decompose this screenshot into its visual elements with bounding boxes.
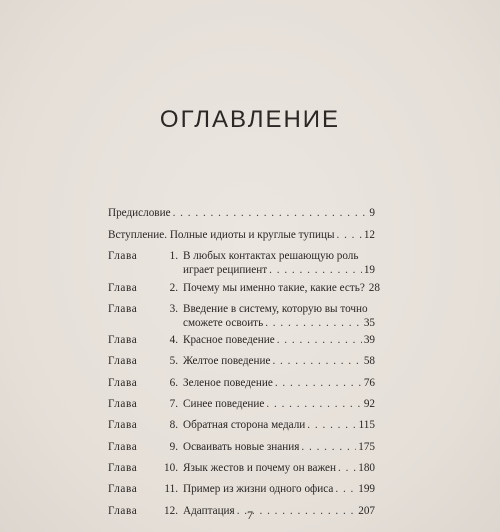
toc-leader-dots xyxy=(336,228,361,242)
toc-chapter-number: 12. xyxy=(164,505,178,517)
toc-chapter-number: 2. xyxy=(169,282,178,294)
toc-page-number: 92 xyxy=(363,398,375,410)
toc-chapter-number: 7. xyxy=(169,398,178,410)
toc-leader-dots xyxy=(335,482,356,496)
toc-chapter-number: 3. xyxy=(169,303,178,315)
toc-entry-title: Адаптация xyxy=(183,505,235,517)
toc-chapter-label: Глава xyxy=(108,250,138,262)
toc-entry xyxy=(108,249,375,277)
toc-page-number: 12 xyxy=(363,229,375,241)
toc-entry xyxy=(108,333,375,347)
toc-page-number: 207 xyxy=(358,505,375,517)
toc-entry-title: играет реципиент xyxy=(183,264,268,276)
toc-chapter-number: 4. xyxy=(169,334,178,346)
toc-leader-dots xyxy=(301,440,356,454)
toc-leader-dots xyxy=(338,461,356,475)
toc-entry-title: Желтое поведение xyxy=(183,355,271,367)
toc-entry-title: Предисловие xyxy=(108,207,171,219)
toc-page-number: 39 xyxy=(363,334,375,346)
toc-entry-title: Пример из жизни одного офиса xyxy=(183,483,334,495)
toc-chapter-label: Глава xyxy=(108,419,138,431)
toc-entry-title: Зеленое поведение xyxy=(183,377,273,389)
toc-leader-dots xyxy=(266,397,361,411)
toc-page-number: 19 xyxy=(363,264,375,276)
toc-entry-title: Введение в систему, которую вы точно xyxy=(183,303,368,315)
page-number: 7 xyxy=(247,508,253,522)
toc-page-number: 58 xyxy=(363,355,375,367)
toc-chapter-number: 10. xyxy=(164,462,178,474)
toc-page-number: 9 xyxy=(369,207,375,219)
toc-page-number: 35 xyxy=(363,317,375,329)
toc-leader-dots xyxy=(307,418,356,432)
toc-page-number: 76 xyxy=(363,377,375,389)
toc-chapter-label: Глава xyxy=(108,505,138,517)
toc-leader-dots xyxy=(269,263,362,277)
toc-chapter-label: Глава xyxy=(108,282,138,294)
toc-leader-dots xyxy=(272,354,361,368)
toc-chapter-number: 1. xyxy=(169,250,178,262)
toc-entry-title: Синее поведение xyxy=(183,398,265,410)
toc-page-number: 175 xyxy=(358,441,375,453)
toc-chapter-label: Глава xyxy=(108,355,138,367)
toc-leader-dots xyxy=(173,206,368,220)
toc-chapter-number: 11. xyxy=(164,483,178,495)
toc-entry-title: В любых контактах решающую роль xyxy=(183,250,359,262)
toc-chapter-label: Глава xyxy=(108,483,138,495)
toc-entry-title: сможете освоить xyxy=(183,317,264,329)
toc-chapter-number: 8. xyxy=(169,419,178,431)
toc-entry-title: Язык жестов и почему он важен xyxy=(183,462,336,474)
toc-page-number: 115 xyxy=(358,419,375,431)
toc-entry xyxy=(108,206,375,220)
toc-leader-dots xyxy=(265,316,362,330)
toc-entry xyxy=(108,397,375,411)
toc-leader-dots xyxy=(275,376,362,390)
toc-entry-title: Обратная сторона медали xyxy=(183,419,306,431)
toc-entry-title: Красное поведение xyxy=(183,334,275,346)
toc-chapter-number: 5. xyxy=(169,355,178,367)
toc-entry xyxy=(108,302,375,330)
toc-entry xyxy=(108,440,375,454)
toc-chapter-number: 6. xyxy=(169,377,178,389)
page-title: ОГЛАВЛЕНИЕ xyxy=(159,106,341,133)
toc-chapter-label: Глава xyxy=(108,377,138,389)
toc-entry xyxy=(108,376,375,390)
toc-page-number: 180 xyxy=(358,462,375,474)
toc-entry xyxy=(108,354,375,368)
toc-entry xyxy=(108,228,375,242)
toc-page-number: 28 xyxy=(368,282,380,294)
toc-entry-title: Осваивать новые знания xyxy=(183,441,300,453)
toc-entry xyxy=(108,482,375,496)
toc-page-number: 199 xyxy=(358,483,375,495)
toc-entry xyxy=(108,461,375,475)
toc-entry xyxy=(108,281,380,295)
toc-chapter-label: Глава xyxy=(108,398,138,410)
toc-chapter-label: Глава xyxy=(108,441,138,453)
toc-chapter-label: Глава xyxy=(108,334,138,346)
toc-chapter-label: Глава xyxy=(108,462,138,474)
toc-entry xyxy=(108,418,375,432)
toc-leader-dots xyxy=(277,333,362,347)
toc-chapter-label: Глава xyxy=(108,303,138,315)
toc-entry-title: Вступление. Полные идиоты и круглые тупицы xyxy=(108,229,335,241)
toc-chapter-number: 9. xyxy=(169,441,178,453)
toc-entry-title: Почему мы именно такие, какие есть? xyxy=(183,282,365,294)
